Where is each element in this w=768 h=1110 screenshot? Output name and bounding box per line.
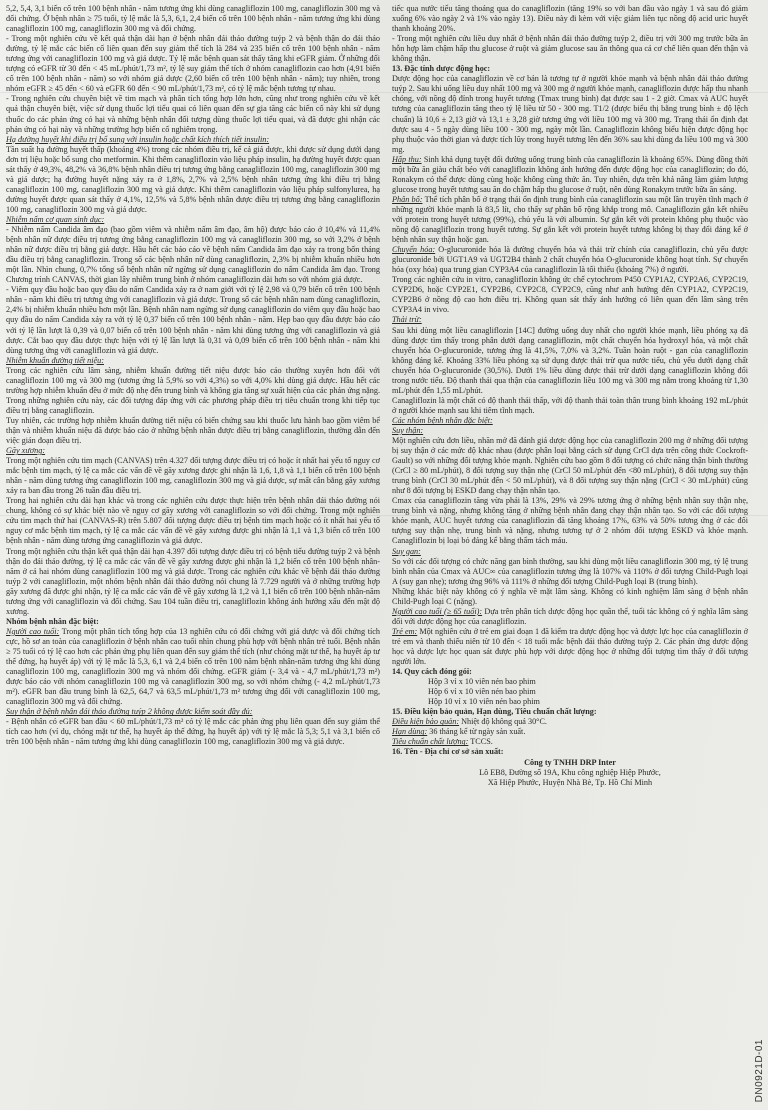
field-value: 36 tháng kể từ ngày sản xuất. (429, 727, 526, 737)
paragraph: Một nghiên cứu ở trẻ em giai đoạn 1 đã kiểm tra dược động học và dược lực học của canagliflozin ở trẻ em và thanh thiếu niên từ 10 đến < 18 tuổi mắc bệnh đái tháo đường tuýp 2. Các phản ứng dược động học và dược lực học quan sát được phù hợp với dược động học ở những đối tượng tìm thấy ở đối tượng người lớn. (392, 626, 748, 667)
paragraph: Những khác biệt này không có ý nghĩa về mặt lâm sàng. Không có kinh nghiệm lâm sàng ở bệnh nhân Child-Pugh loại C (nặng). (392, 586, 748, 606)
paragraph: - Trong một nghiên cứu liều duy nhất ở bệnh nhân đái tháo đường tuýp 2, điều trị với 300 mg trước bữa ăn hỗn hợp làm chậm hấp thu glucose ở ruột và giảm glucose sau ăn thông qua cả cơ chế liên quan đến thận và không thận. (392, 34, 748, 64)
pack-item: Hộp 3 vỉ x 10 viên nén bao phim (428, 677, 536, 687)
section-heading: 14. Quy cách đóng gói: (392, 667, 472, 677)
section-subtitle: Thải trừ: (392, 315, 422, 325)
field-label: Tiêu chuẩn chất lượng: (392, 737, 469, 747)
manufacturer-address: Lô EB8, Đường số 19A, Khu công nghiệp Hiệp Phước, (479, 767, 661, 777)
pack-item: Hộp 6 vỉ x 10 viên nén bao phim (428, 687, 536, 697)
section-subtitle: Nhiễm khuẩn đường tiết niệu: (6, 355, 104, 365)
section-heading: Nhóm bệnh nhân đặc biệt: (6, 616, 99, 626)
field-label: Điều kiện bảo quản: (392, 717, 460, 727)
paragraph: tiếc qua nước tiểu tăng thoáng qua do canagliflozin (tăng 19% so với ban đầu vào ngày 1 và sau đó giảm xuống 6% vào ngày 2 và 1% vào ngày 13). Điều này đi kèm với việc giảm liên tục nồng độ acid uric huyết thanh khoảng 20%. (392, 4, 748, 34)
paragraph: - Trong một nghiên cứu về kết quả thận dài hạn ở bệnh nhân đái tháo đường tuýp 2 và bệnh thận do đái tháo đường, tỷ lệ mắc các biến cố liên quan đến suy giảm thể tích là 284 và 235 biến cố trên 100 bệnh nhân - năm tương ứng với canagliflozin 100 mg và giả dược. Tỷ lệ mắc bệnh quan sát thấy tăng khi eGFR giảm. Ở những đối tượng có eGFR từ 30 đến < 45 mL/phút/1,73 m², tỷ lệ suy giảm thể tích ở nhóm canagliflozin cao hơn (4,91 biến cố trên 100 bệnh nhân - năm) so với nhóm giả dược (2,60 biến cố trên 100 bệnh nhân - năm); tuy nhiên, trong nhóm eGFR ≥ 45 đến < 60 và eGFR 60 đến < 90 mL/phút/1,73 m², có tỷ lệ mắc bệnh tương tự nhau. (6, 34, 380, 94)
paragraph: - Nhiễm nấm Candida âm đạo (bao gồm viêm và nhiễm nấm âm đạo, âm hộ) được báo cáo ở 10,4% và 11,4% bệnh nhân nữ được điều trị tương ứng bằng canagliflozin 100 mg và canagliflozin 300 mg, so với 3,2% ở bệnh nhân nữ được điều trị bằng giả dược. Hầu hết các báo cáo về bệnh nấm Candida âm đạo xảy ra trong bốn tháng đầu điều trị bằng canagliflozin. Trong số các bệnh nhân nữ dùng canagliflozin, 2,3% bị nhiễm khuẩn nhiều hơn một lần. Nhìn chung, 0,7% tổng số bệnh nhân nữ ngừng sử dụng canagliflozin do nấm Candida âm đạo. Trong Chương trình CANVAS, thời gian lây nhiễm trung bình ở nhóm canagliflozin dài hơn so với nhóm giả dược. (6, 225, 380, 285)
paragraph: - Trong nghiên cứu chuyên biệt về tim mạch và phân tích tổng hợp lớn hơn, cũng như trong nghiên cứu về kết quả thận chuyên biệt, việc sử dụng thuốc lợi tiểu quai có liên quan đến sự gia tăng các biến cố này khi sử dụng thuốc do các phản ứng có hại và những bệnh nhân đối tượng dùng thuốc lợi tiểu quai, và đã được ghi nhận các phản ứng có hại này và những trường hợp biến cố nghiêm trọng. (6, 94, 380, 134)
paragraph: O-glucuronide hóa là đường chuyển hóa và thải trừ chính của canagliflozin, chủ yếu được glucuronide bởi UGT1A9 và UGT2B4 thành 2 chất chuyển hóa O-glucuronide không hoạt tính. Sự chuyển hóa (oxy hóa) qua trung gian CYP3A4 của canagliflozin là tối thiểu (khoảng 7%) ở người. (392, 245, 748, 275)
section-subtitle: Trẻ em: (392, 626, 418, 636)
paragraph: Một nghiên cứu đơn liều, nhãn mở đã đánh giá dược động học của canagliflozin 200 mg ở những đối tượng bị suy thận ở các mức độ khác nhau (được phân loại bằng cách sử dụng CrCl dựa trên công thức Cockroft-Gault) so với những đối tượng khỏe mạnh. Nghiên cứu bao gồm 8 đối tượng có chức năng thận bình thường (CrCl ≥ 80 mL/phút), 8 đối tượng suy thận nhẹ (CrCl 50 mL/phút đến <80 mL/phút), 8 đối tượng suy thận trung bình (CrCl 30 mL/phút đến < 50 mL/phút), và 8 đối tượng suy thận nặng (CrCl < 30 mL/phút) cũng như 8 đối tượng bị ESKD đang chạy thận nhân tạo. (392, 436, 748, 496)
paragraph: Dược động học của canagliflozin về cơ bản là tương tự ở người khỏe mạnh và bệnh nhân đái tháo đường tuýp 2. Sau khi uống liều duy nhất 100 mg và 300 mg ở người khỏe mạnh, canagliflozin được hấp thu nhanh chóng, với nồng độ đỉnh trong huyết tương (Tmax trung bình) đạt được sau 1 - 2 giờ. Cmax và AUC huyết tương của canagliflozin tăng theo tỷ lệ liều từ 50 - 300 mg. T1/2 (được biểu thị bằng trung bình ± độ lệch chuẩn) là 10,6 ± 2,13 giờ và 13,1 ± 3,28 giờ tương ứng với liều 100 mg và 300 mg. Trạng thái ổn định đạt được sau 4 - 5 ngày dùng liều 100 - 300 mg, ngày một lần. Canagliflozin không biểu hiện được động học phụ thuộc vào thời gian và được tích lũy trong huyết tương lên đến 36% sau khi dùng đa liều 100 mg và 300 mg. (392, 74, 748, 154)
field-value: Nhiệt độ không quá 30°C. (461, 717, 547, 727)
section-subtitle: Suy thận: (392, 425, 424, 435)
section-subtitle: Chuyển hóa: (392, 245, 436, 255)
section-subtitle: Hấp thu: (392, 154, 422, 164)
paragraph: Tuy nhiên, các trường hợp nhiễm khuẩn đường tiết niệu có biến chứng sau khi thuốc lưu hành bao gồm viêm bể thận và nhiễm khuẩn niệu đã được báo cáo ở những bệnh nhân được điều trị bằng canagliflozin, thường dẫn đến việc gián đoạn điều trị. (6, 415, 380, 446)
manufacturer-name: Công ty TNHH DRP Inter (524, 757, 616, 767)
section-subtitle: Người cao tuổi: (6, 626, 60, 636)
paragraph: Sau khi dùng một liều canagliflozin [14C] đường uống duy nhất cho người khỏe mạnh, liều phóng xạ đã dùng được tìm thấy trong phân dưới dạng canagliflozin, một chất chuyển hóa hydroxyl hóa, và một chất chuyển hóa O-glucuronide, tương ứng là 41,5%, 7,0% và 3,2%. Tuần hoàn ruột - gan của canagliflozin không đáng kể. Khoảng 33% liều phóng xạ sử dụng được thải trừ qua nước tiểu, chủ yếu dưới dạng chất chuyển hóa O-glucuronide (30,5%). Dưới 1% liều dùng được thải trừ dưới dạng canagliflozin không đổi trong nước tiểu. Độ thanh thải qua thận của canagliflozin liều 100 mg và 300 mg nằm trong khoảng từ 1,30 mL/phút đến 1,55 mL/phút. (392, 325, 748, 395)
section-subtitle: Suy gan: (392, 546, 421, 556)
field-value: TCCS. (470, 737, 493, 747)
paragraph: - Viêm quy đầu hoặc bao quy đầu do nấm Candida xảy ra ở nam giới với tỷ lệ 2,98 và 0,79 biến cố trên 100 bệnh nhân - năm khi điều trị tương ứng với canagliflozin và giả dược. Trong số các bệnh nhân nam dùng canagliflozin, 2,4% bị nhiễm khuẩn nhiều hơn một lần. Bệnh nhân nam ngừng sử dụng canagliflozin do viêm quy đầu hoặc bao quy đầu do nấm Candida xảy ra với tỷ lệ 0,37 biến cố trên 100 bệnh nhân - năm. Hẹp bao quy đầu được báo cáo với tỷ lệ lần lượt là 0,39 và 0,07 biến cố trên 100 bệnh nhân - năm khi dùng tương ứng với canagliflozin và giả dược. Cắt bao quy đầu được thực hiện với tỷ lệ lần lượt là 0,31 và 0,09 biến cố trên 100 bệnh nhân - năm khi dùng tương ứng với canagliflozin và giả dược. (6, 285, 380, 355)
section-heading: 15. Điều kiện bảo quản, Hạn dùng, Tiêu chuẩn chất lượng: (392, 707, 597, 717)
paragraph: Trong hai nghiên cứu dài hạn khác và trong các nghiên cứu được thực hiện trên bệnh nhân đái tháo đường nói chung, không có sự khác biệt nào về nguy cơ gãy xương với canagliflozin so với đối chứng. Trong một nghiên cứu tim mạch thứ hai (CANVAS-R) trên 5.807 đối tượng được điều trị bệnh tim mạch hoặc có ít nhất hai yếu tố nguy cơ mắc bệnh tim mạch, tỷ lệ ca mắc các vấn đề về gãy xương được ghi nhận là 1,1 và 1,3 biến cố trên 100 bệnh nhân - năm dùng tương ứng canagliflozin và giả dược. (6, 496, 380, 546)
section-subtitle: Gãy xương: (6, 446, 46, 456)
section-subtitle: Các nhóm bệnh nhân đặc biệt: (392, 415, 493, 425)
manufacturer-address: Xã Hiệp Phước, Huyện Nhà Bè, Tp. Hồ Chí Minh (487, 777, 653, 787)
paragraph: Trong một nghiên cứu thận kết quả thận dài hạn 4.397 đối tượng được điều trị có bệnh tiểu đường tuýp 2 và bệnh thận do đái tháo đường, tỷ lệ ca mắc các vấn đề về gãy xương được ghi nhận là 1,2 biến cố trên 100 bệnh nhân-năm ở cả hai nhóm dùng canagliflozin 100 mg và giả dược. Trong các nghiên cứu khác về bệnh đái tháo đường tuýp 2 với canagliflozin, một nhóm bệnh nhân đái tháo đường nói chung là 7.729 người và ở những trường hợp gãy xương đã được ghi nhận, tỷ lệ ca mắc các vấn đề về gãy xương là 1,2 và 1,1 biến cố trên 100 bệnh nhân-năm tương ứng với canagliflozin và đối chứng. Sau 104 tuần điều trị, canagliflozin không ảnh hưởng xấu đến mật độ xương. (6, 546, 380, 616)
paragraph: Dựa trên phân tích dược động học quần thể, tuổi tác không có ý nghĩa lâm sàng đối với dược động học của canagliflozin. (392, 606, 748, 626)
paragraph: Sinh khả dụng tuyệt đối đường uống trung bình của canagliflozin là khoảng 65%. Dùng đồng thời một bữa ăn giàu chất béo với canagliflozin không ảnh hưởng đến được động học của canagliflozin; do đó, Ronakym có thể được dùng cùng hoặc không cùng thức ăn. Tuy nhiên, dựa trên khả năng làm giảm lượng glucose trong huyết tương sau ăn do chậm hấp thu glucose ở ruột, nên dùng Ronakym trước bữa ăn sáng. (392, 154, 748, 194)
paragraph: 5,2, 5,4, 3,1 biến cố trên 100 bệnh nhân - năm tương ứng khi dùng canagliflozin 100 mg, canagliflozin 300 mg và đối chứng. Ở bệnh nhân ≥ 75 tuổi, tỷ lệ mắc là 5,3, 6,1, 2,4 biến cố trên 100 bệnh nhân - năm tương ứng khi dùng canagliflozin 100 mg, canagliflozin 300 mg và đối chứng. (6, 4, 380, 34)
paragraph: Cmax của canagliflozin tăng vừa phải là 13%, 29% và 29% tương ứng ở những bệnh nhân suy thận nhẹ, trung bình và nặng, nhưng không tăng ở những bệnh nhân đang chạy thận nhân tạo. So với các đối tượng khỏe mạnh, AUC huyết tương của canagliflozin đã tăng khoảng 17%, 63% và 50% tương ứng ở các đối tượng suy thận nhẹ, trung bình và nặng, nhưng tương tự ở 2 nhóm đối tượng ESKD và khỏe mạnh. Canagliflozin bị loại bỏ đáng kể bằng thẩm tách máu. (392, 496, 748, 546)
right-column (392, 4, 748, 1106)
paragraph: Trong một phân tích tổng hợp của 13 nghiên cứu có đối chứng với giả dược và đối chứng tích cực, hồ sơ an toàn của canagliflozin ở bệnh nhân cao tuổi nhìn chung phù hợp với bệnh nhân trẻ tuổi. Bệnh nhân ≥ 75 tuổi có tỷ lệ cao hơn các phản ứng phụ liên quan đến suy giảm thể tích (như chóng mặt tư thế, hạ huyết áp tư thế đứng, hạ huyết áp) với tỷ lệ mắc là 5,3, 6,1 và 2,4 biến cố trên 100 năm bệnh nhân-năm tương ứng khi dùng canagliflozin 100 mg, canagliflozin 300 mg và nhóm đối chứng. eGFR giảm (- 3,4 và - 4,7 mL/phút/1,73 m²) được báo cáo với nhóm canagliflozin 100 mg và canagliflozin 300 mg, so với nhóm chứng (- 4,2 mL/phút/1,73 m²). eGFR ban đầu trung bình là 62,5, 64,7 và 63,5 mL/phút/1,73 m² tương ứng đối với canagliflozin 100 mg, canagliflozin 300 mg và đối chứng. (6, 626, 380, 707)
paragraph: So với các đối tượng có chức năng gan bình thường, sau khi dùng một liều canagliflozin 300 mg, tỷ lệ trung bình nhân của Cmax và AUC∞ của canagliflozin tương ứng là 107% và 110% ở đối tượng Child-Pugh loại A (suy gan nhẹ); tương ứng 96% và 111% ở những đối tượng Child-Pugh loại B (trung bình). (392, 556, 748, 586)
paragraph: Canagliflozin là một chất có độ thanh thải thấp, với độ thanh thải toàn thân trung bình khoảng 192 mL/phút ở người khỏe mạnh sau khi tiêm tĩnh mạch. (392, 395, 748, 415)
paragraph: Thể tích phân bố ở trạng thái ổn định trung bình của canagliflozin sau một lần truyền tĩnh mạch ở những người khỏe mạnh là 83,5 lít, cho thấy sự phân bố rộng khắp trong mô. Canagliflozin gắn kết nhiều với protein trong huyết tương (99%), chủ yếu là với albumin. Sự gắn kết với protein không phụ thuộc vào nồng độ canagliflozin trong huyết tương. Sự gắn kết với protein huyết tương không bị thay đổi đáng kể ở bệnh nhân suy thận hoặc gan. (392, 194, 748, 245)
section-heading: 16. Tên - Địa chỉ cơ sở sản xuất: (392, 747, 504, 757)
document-code: DN0921D-01 (754, 1038, 765, 1102)
paragraph: Trong một nghiên cứu tim mạch (CANVAS) trên 4.327 đối tượng được điều trị có hoặc ít nhất hai yếu tố nguy cơ mắc bệnh tim mạch, tỷ lệ ca mắc các vấn đề về gãy xương được ghi nhận là 1,6, 1,8 và 1,1 biến cố trên 100 bệnh nhân - năm dùng tương ứng canagliflozin 100 mg, canagliflozin 300 mg và giả dược, sự mất cân bằng gãy xương xảy ra ban đầu trong 26 tuần đầu điều trị. (6, 456, 380, 496)
left-column (6, 4, 380, 1106)
paragraph: Tần suất hạ đường huyết thấp (khoảng 4%) trong các nhóm điều trị, kể cả giả dược, khi được sử dụng dưới dạng đơn trị liệu hoặc bổ sung cho metformin. Khi thêm canagliflozin vào liệu pháp insulin, hạ đường huyết được quan sát thấy ở 49,3%, 48,2% và 36,8% bệnh nhân điều trị tương ứng bằng canagliflozin 100 mg, canagliflozin 300 mg và giả dược; hạ đường huyết nặng xảy ra ở 1,8%, 2,7% và 2,5% bệnh nhân tương ứng khi điều trị bằng canagliflozin 100 mg, canagliflozin 300 mg và giả dược. Khi thêm canagliflozin vào liệu pháp sulfonylurea, hạ đường huyết được quan sát thấy ở 4,1%, 12,5% và 5,8% bệnh nhân được điều trị tương ứng bằng canagliflozin 100 mg, canagliflozin 300 mg và giả dược. (6, 144, 380, 214)
pack-item: Hộp 10 vỉ x 10 viên nén bao phim (428, 697, 540, 707)
section-subtitle: Người cao tuổi (≥ 65 tuổi): (392, 606, 483, 616)
paragraph: - Bệnh nhân có eGFR ban đầu < 60 mL/phút/1,73 m² có tỷ lệ mắc các phản ứng phụ liên quan đến suy giảm thể tích cao hơn (ví dụ, chóng mặt tư thế, hạ huyết áp thế đứng, hạ huyết áp) với tỷ lệ mắc là 5,3; 5,1 và 3,1 biến cố trên 100 bệnh nhân - năm tương ứng khi dùng canagliflozin 100 mg, canagliflozin 300 mg và giả dược. (6, 717, 380, 747)
paragraph: Trong các nghiên cứu in vitro, canagliflozin không ức chế cytochrom P450 CYP1A2, CYP2A6, CYP2C19, CYP2D6, hoặc CYP2E1, CYP2B6, CYP2C8, CYP2C9, cũng như anh hưởng đến CYP1A2, CYP2C19, CYP2B6 ở nồng độ cao hơn điều trị. Không quan sát thấy ảnh hưởng có liên quan đến lâm sàng trên CYP3A4 in vivo. (392, 275, 748, 315)
section-subtitle: Suy thận ở bệnh nhân đái tháo đường tuýp 2 không được kiểm soát đầy đủ: (6, 707, 253, 717)
paragraph: Trong các nghiên cứu lâm sàng, nhiễm khuẩn đường tiết niệu được báo cáo thường xuyên hơn đối với canagliflozin 100 mg và 300 mg (tương ứng là 5,9% so với 4,3%) so với 4,0% khi dùng giả dược. Hầu hết các trường hợp nhiễm khuẩn đều ở mức độ nhẹ đến trung bình và không gia tăng sự xuất hiện của các phản ứng nặng. Trong những nghiên cứu này, các đối tượng đáp ứng với các phương pháp điều trị tiêu chuẩn trong khi tiếp tục điều trị bằng canagliflozin. (6, 365, 380, 415)
field-label: Hạn dùng: (392, 727, 428, 737)
section-subtitle: Nhiễm nấm cơ quan sinh dục: (6, 214, 105, 224)
section-subtitle: Phân bố: (392, 194, 423, 204)
section-heading: 13. Đặc tính dược động học: (392, 64, 491, 74)
section-subtitle: Hạ đường huyết khi điều trị bổ sung với insulin hoặc chất kích thích tiết insulin: (6, 134, 270, 144)
